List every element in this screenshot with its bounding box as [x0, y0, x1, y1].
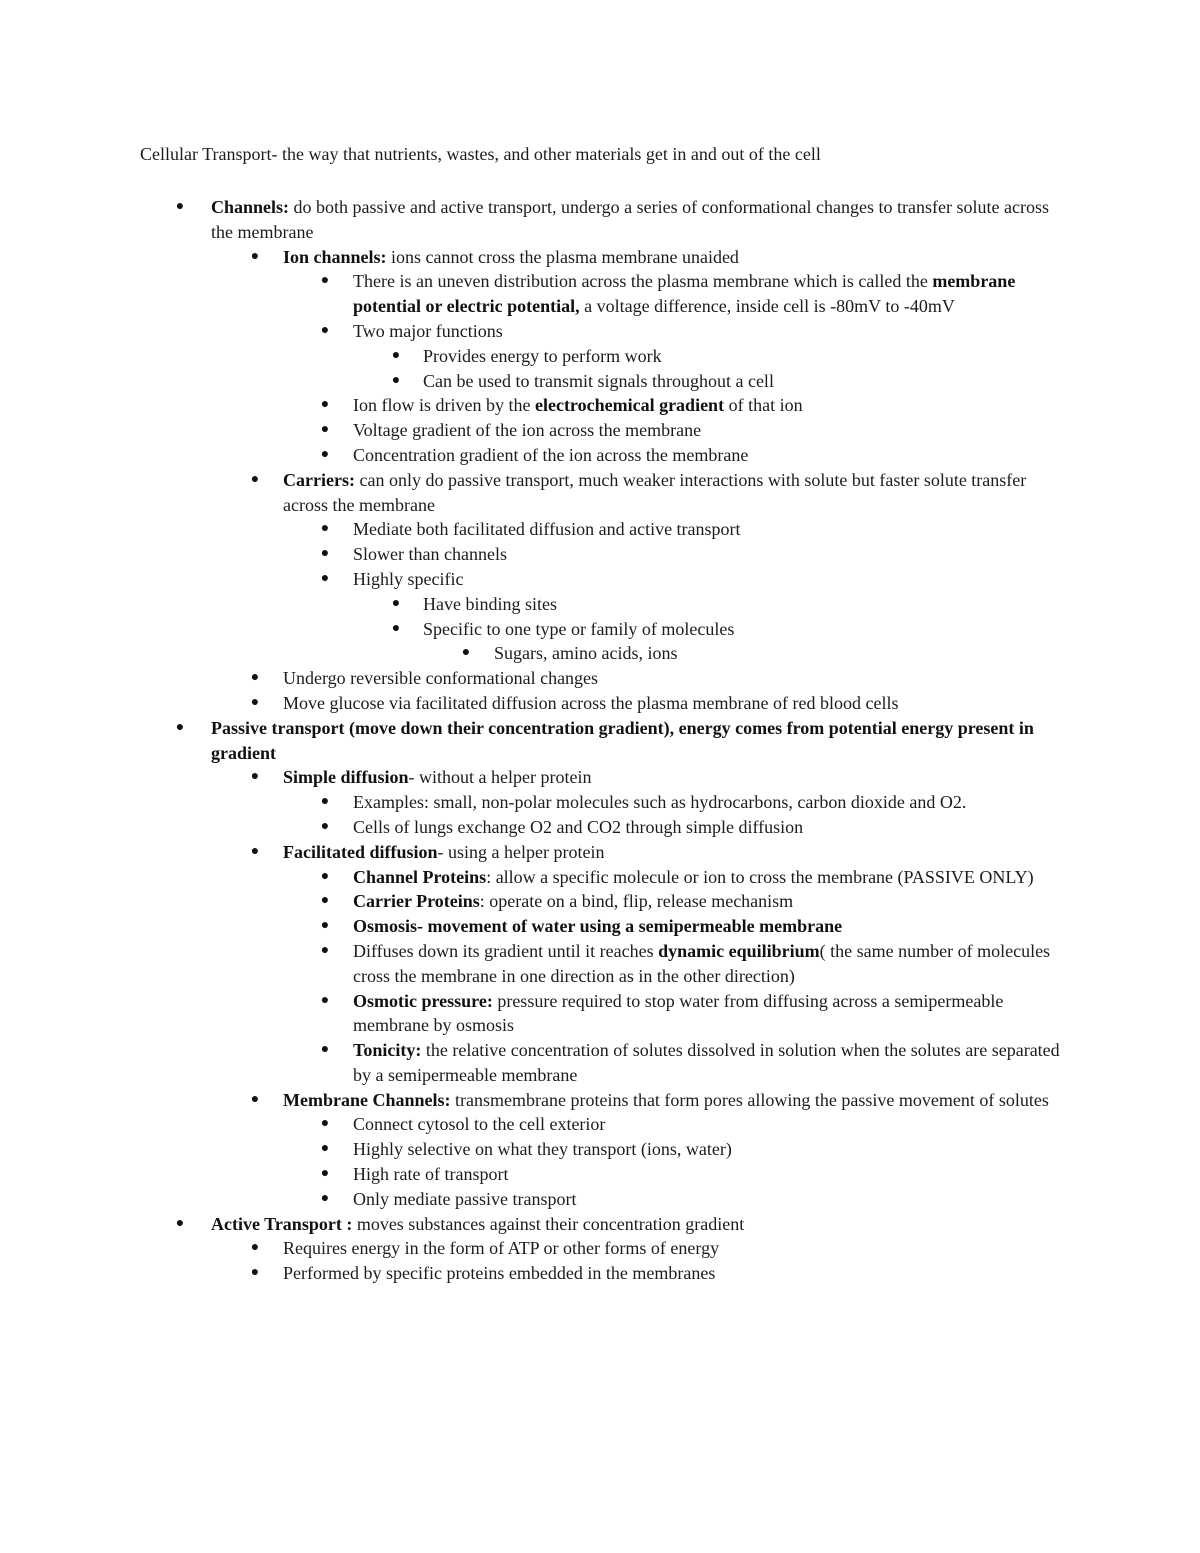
list-item-text: [211, 195, 1071, 245]
bullet-icon: ●: [320, 1116, 330, 1132]
list-item-text: [353, 939, 1073, 989]
list-item-text: [283, 1261, 1073, 1286]
item-text: Highly selective on what they transport (ions, water): [353, 1139, 732, 1160]
list-item: [0, 245, 1200, 270]
list-item-text: [211, 1212, 1071, 1237]
list-item-text: [353, 815, 1073, 840]
bold-term: Channel Proteins: [353, 866, 487, 887]
list-item-text: [353, 319, 1073, 344]
item-text: Ion flow is driven by the: [353, 395, 535, 416]
bullet-icon: ●: [320, 942, 330, 958]
list-item: [0, 592, 1200, 617]
list-item: [0, 468, 1200, 518]
list-item: [0, 765, 1200, 790]
list-item: [0, 517, 1200, 542]
list-item-text: [423, 617, 1073, 642]
bold-term: membrane potential or electric potential,: [353, 271, 1016, 317]
item-text: Slower than channels: [353, 544, 507, 565]
bold-term: dynamic equilibrium: [658, 940, 820, 961]
list-item: [0, 443, 1200, 468]
list-item-text: [353, 443, 1073, 468]
bold-term: Simple diffusion: [283, 767, 409, 788]
bullet-icon: ●: [320, 1141, 330, 1157]
item-text: Voltage gradient of the ion across the membrane: [353, 420, 702, 441]
item-text: ( the same number of molecules cross the membrane in one direction as in the other direction): [353, 940, 1051, 986]
bullet-icon: ●: [320, 570, 330, 586]
bullet-icon: ●: [320, 273, 330, 289]
bullet-icon: ●: [250, 248, 260, 264]
list-item: [0, 939, 1200, 989]
list-item: [0, 567, 1200, 592]
bullet-icon: ●: [391, 372, 401, 388]
item-text: Provides energy to perform work: [423, 345, 662, 366]
list-item-text: [353, 517, 1073, 542]
item-text: High rate of transport: [353, 1164, 509, 1185]
list-item: [0, 989, 1200, 1039]
list-item: [0, 1112, 1200, 1137]
item-text: Mediate both facilitated diffusion and active transport: [353, 519, 741, 540]
bold-term: Facilitated diffusion: [283, 841, 438, 862]
list-item: [0, 641, 1200, 666]
item-text: of that ion: [724, 395, 803, 416]
bullet-icon: ●: [320, 918, 330, 934]
item-text: the relative concentration of solutes dissolved in solution when the solutes are separated by a semipermeable membrane: [353, 1040, 1060, 1085]
list-item: [0, 914, 1200, 939]
list-item: [0, 319, 1200, 344]
bullet-icon: ●: [320, 794, 330, 810]
list-item-text: [283, 765, 1073, 790]
list-item-text: [353, 1112, 1073, 1137]
bullet-icon: ●: [250, 670, 260, 686]
list-item-text: [353, 418, 1073, 443]
item-text: do both passive and active transport, undergo a series of conformational changes to transfer solute across the membrane: [211, 197, 1049, 242]
item-text: can only do passive transport, much weaker interactions with solute but faster solute transfer across the membrane: [283, 469, 1027, 515]
bullet-icon: ●: [250, 694, 260, 710]
item-text: Requires energy in the form of ATP or other forms of energy: [283, 1238, 720, 1259]
bullet-icon: ●: [320, 397, 330, 413]
list-item: [0, 393, 1200, 418]
item-text: Examples: small, non-polar molecules such as hydrocarbons, carbon dioxide and O2.: [353, 792, 967, 813]
item-text: - without a helper protein: [408, 767, 592, 788]
bullet-icon: ●: [175, 719, 185, 735]
item-text: There is an uneven distribution across the plasma membrane which is called the: [353, 271, 933, 292]
list-item-text: [353, 269, 1073, 319]
item-text: moves substances against their concentration gradient: [352, 1213, 745, 1234]
bullet-list: [0, 195, 1200, 1286]
item-text: Concentration gradient of the ion across the membrane: [353, 444, 749, 465]
item-text: : operate on a bind, flip, release mechanism: [479, 891, 794, 912]
list-item-text: [353, 1038, 1073, 1088]
list-item-text: [211, 716, 1071, 766]
bullet-icon: ●: [320, 1042, 330, 1058]
list-item: [0, 1187, 1200, 1212]
list-item-text: [283, 1236, 1073, 1261]
list-item: [0, 617, 1200, 642]
list-item: [0, 344, 1200, 369]
item-text: Only mediate passive transport: [353, 1188, 577, 1209]
bold-term: Membrane Channels:: [283, 1089, 451, 1110]
bullet-icon: ●: [250, 843, 260, 859]
bullet-icon: ●: [250, 769, 260, 785]
list-item: [0, 1261, 1200, 1286]
bullet-icon: ●: [250, 1265, 260, 1281]
list-item: [0, 790, 1200, 815]
item-text: - using a helper protein: [437, 841, 605, 862]
bullet-icon: ●: [320, 818, 330, 834]
bold-term: Passive transport (move down their concentration gradient), energy comes from potential energy present in gradient: [211, 717, 1034, 763]
item-text: a voltage difference, inside cell is -80mV to -40mV: [579, 296, 955, 317]
bullet-icon: ●: [175, 1215, 185, 1231]
bold-term: Active Transport :: [211, 1213, 353, 1234]
item-text: Highly specific: [353, 568, 464, 589]
list-item-text: [353, 914, 1073, 939]
list-item-text: [353, 889, 1073, 914]
item-text: transmembrane proteins that form pores allowing the passive movement of solutes: [450, 1089, 1049, 1110]
bullet-icon: ●: [320, 446, 330, 462]
bold-term: Carrier Proteins: [353, 891, 480, 912]
bullet-icon: ●: [320, 422, 330, 438]
list-item-text: [423, 344, 1073, 369]
bullet-icon: ●: [175, 199, 185, 214]
list-item-text: [283, 691, 1073, 716]
item-text: Move glucose via facilitated diffusion across the plasma membrane of red blood cells: [283, 692, 899, 713]
item-text: Can be used to transmit signals throughout a cell: [423, 370, 774, 391]
list-item: [0, 1212, 1200, 1237]
item-text: Have binding sites: [423, 593, 557, 614]
bullet-icon: ●: [320, 1166, 330, 1182]
list-item-text: [283, 840, 1073, 865]
list-item: [0, 195, 1200, 245]
item-text: Performed by specific proteins embedded in the membranes: [283, 1263, 716, 1284]
list-item-text: [494, 641, 1074, 666]
list-item: [0, 666, 1200, 691]
bullet-icon: ●: [320, 546, 330, 562]
list-item: [0, 1236, 1200, 1261]
bold-term: Ion channels:: [283, 246, 387, 267]
bullet-icon: ●: [250, 1240, 260, 1256]
item-text: Cells of lungs exchange O2 and CO2 through simple diffusion: [353, 816, 804, 837]
bullet-icon: ●: [320, 868, 330, 884]
bullet-icon: ●: [391, 595, 401, 611]
bullet-icon: ●: [320, 521, 330, 537]
list-item-text: [353, 542, 1073, 567]
list-item: [0, 418, 1200, 443]
list-item: [0, 369, 1200, 394]
list-item-text: [283, 468, 1073, 518]
list-item-text: [353, 989, 1073, 1039]
list-item: [0, 269, 1200, 319]
bold-term: Osmosis- movement of water using a semipermeable membrane: [353, 916, 843, 937]
list-item: [0, 865, 1200, 890]
list-item-text: [353, 1187, 1073, 1212]
item-text: Undergo reversible conformational changes: [283, 668, 599, 689]
list-item: [0, 1088, 1200, 1113]
item-text: Connect cytosol to the cell exterior: [353, 1114, 606, 1135]
item-text: pressure required to stop water from diffusing across a semipermeable membrane by osmosis: [353, 990, 1004, 1036]
item-text: ions cannot cross the plasma membrane unaided: [386, 246, 739, 267]
list-item-text: [353, 393, 1073, 418]
document-title: Cellular Transport- the way that nutrients, wastes, and other materials get in and out of the cell: [140, 144, 821, 164]
bullet-icon: ●: [391, 620, 401, 636]
list-item: [0, 815, 1200, 840]
list-item: [0, 889, 1200, 914]
list-item: [0, 691, 1200, 716]
list-item-text: [353, 1162, 1073, 1187]
item-text: Two major functions: [353, 320, 503, 341]
bullet-icon: ●: [320, 1190, 330, 1206]
list-item-text: [283, 245, 1073, 270]
list-item: [0, 1137, 1200, 1162]
bold-term: Tonicity:: [353, 1040, 422, 1061]
bullet-icon: ●: [250, 1091, 260, 1107]
list-item: [0, 716, 1200, 766]
list-item: [0, 1162, 1200, 1187]
bold-term: Osmotic pressure:: [353, 990, 493, 1011]
list-item-text: [283, 1088, 1073, 1113]
list-item-text: [353, 790, 1073, 815]
bold-term: Channels:: [211, 197, 290, 217]
list-item-text: [283, 666, 1073, 691]
list-item: [0, 840, 1200, 865]
item-text: Diffuses down its gradient until it reaches: [353, 940, 659, 961]
bullet-icon: ●: [461, 645, 471, 661]
bullet-icon: ●: [320, 992, 330, 1008]
list-item-text: [353, 567, 1073, 592]
item-text: : allow a specific molecule or ion to cross the membrane (PASSIVE ONLY): [486, 866, 1034, 887]
bold-term: electrochemical gradient: [534, 395, 725, 416]
list-item: [0, 542, 1200, 567]
bullet-icon: ●: [320, 893, 330, 909]
list-item-text: [353, 1137, 1073, 1162]
list-item-text: [423, 592, 1073, 617]
list-item: [0, 1038, 1200, 1088]
list-item-text: [353, 865, 1073, 890]
bullet-icon: ●: [250, 471, 260, 487]
bullet-icon: ●: [320, 322, 330, 338]
bold-term: Carriers:: [283, 469, 355, 490]
list-item-text: [423, 369, 1073, 394]
bullet-icon: ●: [391, 347, 401, 363]
item-text: Sugars, amino acids, ions: [494, 643, 678, 664]
item-text: Specific to one type or family of molecules: [423, 618, 735, 639]
